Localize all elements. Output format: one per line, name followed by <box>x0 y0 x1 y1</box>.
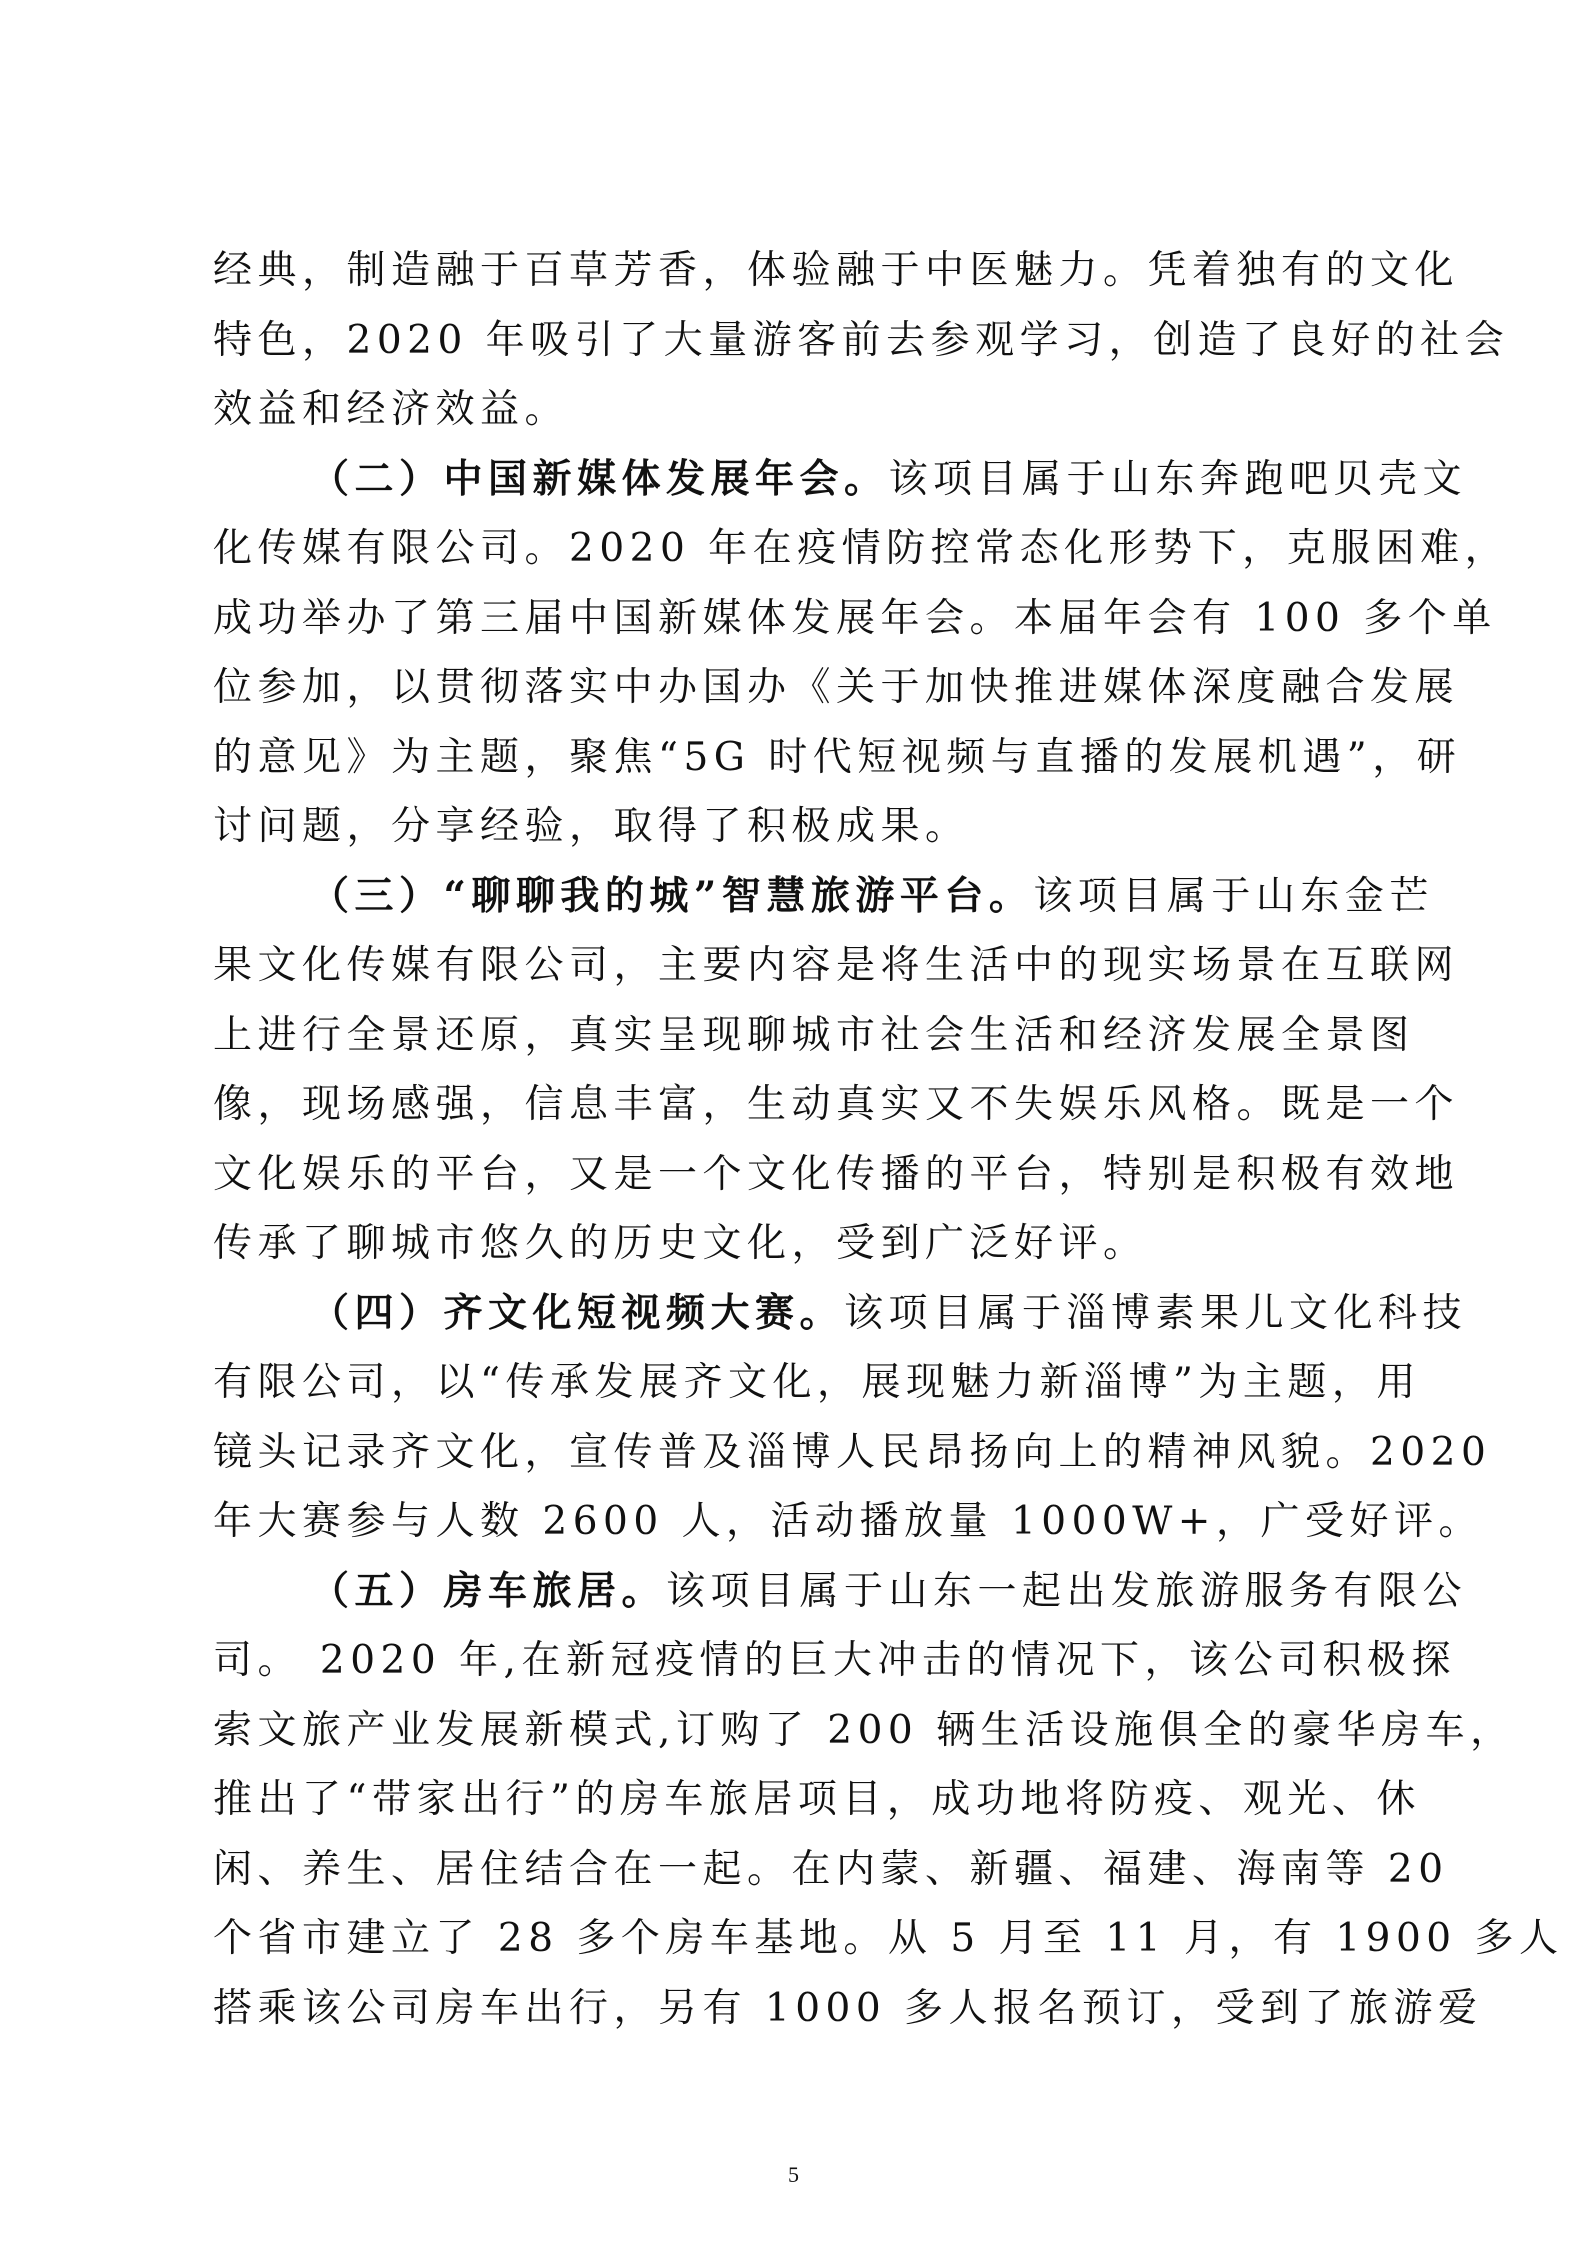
section-heading: （五）房车旅居。 <box>310 1567 667 1614</box>
text-line: 个省市建立了 28 多个房车基地。从 5 月至 11 月，有 1900 多人 <box>213 1916 1564 1961</box>
document-body <box>213 236 1564 2043</box>
text-line: 推出了“带家出行”的房车旅居项目，成功地将防疫、观光、休 <box>213 1777 1421 1822</box>
paragraph-rv-travel <box>213 1557 1564 2044</box>
paragraph-continuation <box>213 236 1510 445</box>
section-heading: （四）齐文化短视频大赛。 <box>310 1289 845 1336</box>
page-number: 5 <box>788 2162 799 2187</box>
text-line: 索文旅产业发展新模式,订购了 200 辆生活设施俱全的豪华房车， <box>213 1707 1515 1753</box>
paragraph-short-video-contest <box>213 1279 1492 1557</box>
text-run: 该项目属于淄博素果儿文化科技 <box>844 1290 1468 1336</box>
text-line: 特色，2020 年吸引了大量游客前去参观学习，创造了良好的社会 <box>213 317 1510 363</box>
text-line: 化传媒有限公司。2020 年在疫情防控常态化形势下，克服困难， <box>213 526 1510 571</box>
text-line: 经典，制造融于百草芳香，体验融于中医魅力。凭着独有的文化 <box>213 248 1460 293</box>
text-line: 搭乘该公司房车出行，另有 1000 多人报名预订，受到了旅游爱 <box>213 1985 1483 2031</box>
text-line: 镜头记录齐文化，宣传普及淄博人民昂扬向上的精神风貌。2020 <box>213 1429 1492 1475</box>
text-line: 像，现场感强，信息丰富，生动真实又不失娱乐风格。既是一个 <box>213 1082 1460 1127</box>
text-line: 文化娱乐的平台，又是一个文化传播的平台，特别是积极有效地 <box>213 1151 1460 1197</box>
text-line: 效益和经济效益。 <box>213 387 570 432</box>
text-line: 位参加，以贯彻落实中办国办《关于加快推进媒体深度融合发展 <box>213 665 1460 710</box>
paragraph-smart-tourism-platform <box>213 862 1460 1279</box>
text-line: 讨问题，分享经验，取得了积极成果。 <box>213 804 970 849</box>
text-line: 司。 2020 年,在新冠疫情的巨大冲击的情况下，该公司积极探 <box>213 1638 1456 1683</box>
text-line: 传承了聊城市悠久的历史文化，受到广泛好评。 <box>213 1221 1148 1266</box>
text-line <box>213 1279 1468 1349</box>
text-line <box>213 1557 1468 1627</box>
text-line: 年大赛参与人数 2600 人，活动播放量 1000W+，广受好评。 <box>213 1499 1483 1544</box>
text-line <box>213 445 1468 515</box>
text-run: 该项目属于山东奔跑吧贝壳文 <box>888 456 1468 502</box>
paragraph-new-media-conference <box>213 445 1510 862</box>
text-run: 该项目属于山东一起出发旅游服务有限公 <box>666 1568 1468 1614</box>
text-line <box>213 862 1434 932</box>
text-line: 的意见》为主题，聚焦“5G 时代短视频与直播的发展机遇”，研 <box>213 734 1462 780</box>
text-line: 果文化传媒有限公司，主要内容是将生活中的现实场景在互联网 <box>213 943 1460 988</box>
section-heading: （二）中国新媒体发展年会。 <box>310 455 889 502</box>
text-line: 闲、养生、居住结合在一起。在内蒙、新疆、福建、海南等 20 <box>213 1846 1449 1892</box>
text-line: 有限公司，以“传承发展齐文化，展现魅力新淄博”为主题，用 <box>213 1360 1421 1405</box>
text-run: 该项目属于山东金芒 <box>1033 873 1434 919</box>
text-line: 成功举办了第三届中国新媒体发展年会。本届年会有 100 多个单 <box>213 595 1497 641</box>
section-heading: （三）“聊聊我的城”智慧旅游平台。 <box>310 872 1034 919</box>
text-line: 上进行全景还原，真实呈现聊城市社会生活和经济发展全景图 <box>213 1012 1415 1058</box>
